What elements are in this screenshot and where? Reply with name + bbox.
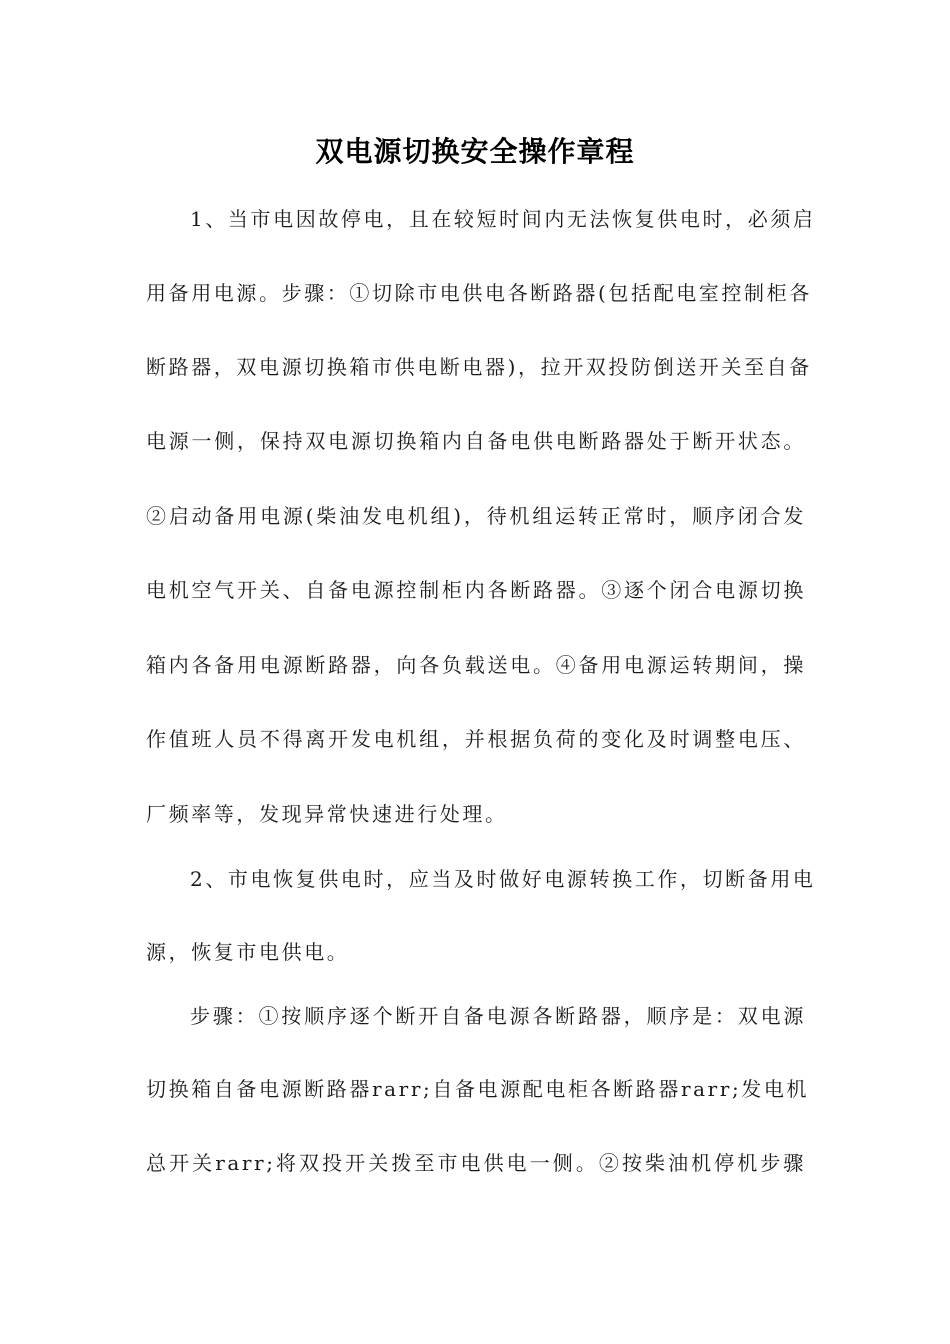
paragraph-line: 源，恢复市电供电。	[146, 940, 350, 964]
paragraph-line: 用备用电源。步骤：①切除市电供电各断路器(包括配电室控制柜各	[146, 281, 812, 305]
paragraph-line: 箱内各备用电源断路器，向各负载送电。④备用电源运转期间，操	[146, 653, 806, 677]
paragraph-line: 厂频率等，发现异常快速进行处理。	[146, 802, 508, 826]
paragraph-line: 步骤：①按顺序逐个断开自备电源各断路器，顺序是：双电源	[190, 1004, 806, 1028]
paragraph-line: 2、市电恢复供电时，应当及时做好电源转换工作，切断备用电	[190, 867, 816, 891]
paragraph-line: 切换箱自备电源断路器rarr;自备电源配电柜各断路器rarr;发电机	[146, 1077, 810, 1101]
paragraph-line: 作值班人员不得离开发电机组，并根据负荷的变化及时调整电压、	[146, 727, 806, 751]
paragraph-line: 总开关rarr;将双投开关拨至市电供电一侧。②按柴油机停机步骤	[146, 1151, 806, 1175]
paragraph-line: ②启动备用电源(柴油发电机组)，待机组运转正常时，顺序闭合发	[146, 504, 806, 528]
paragraph-line: 断路器，双电源切换箱市供电断电器)，拉开双投防倒送开关至自备	[146, 355, 812, 379]
paragraph-line: 电源一侧，保持双电源切换箱内自备电供电断路器处于断开状态。	[146, 429, 806, 453]
document-title: 双电源切换安全操作章程	[315, 135, 635, 168]
paragraph-line: 电机空气开关、自备电源控制柜内各断路器。③逐个闭合电源切换	[146, 578, 806, 602]
paragraph-line: 1、当市电因故停电，且在较短时间内无法恢复供电时，必须启	[190, 207, 816, 231]
